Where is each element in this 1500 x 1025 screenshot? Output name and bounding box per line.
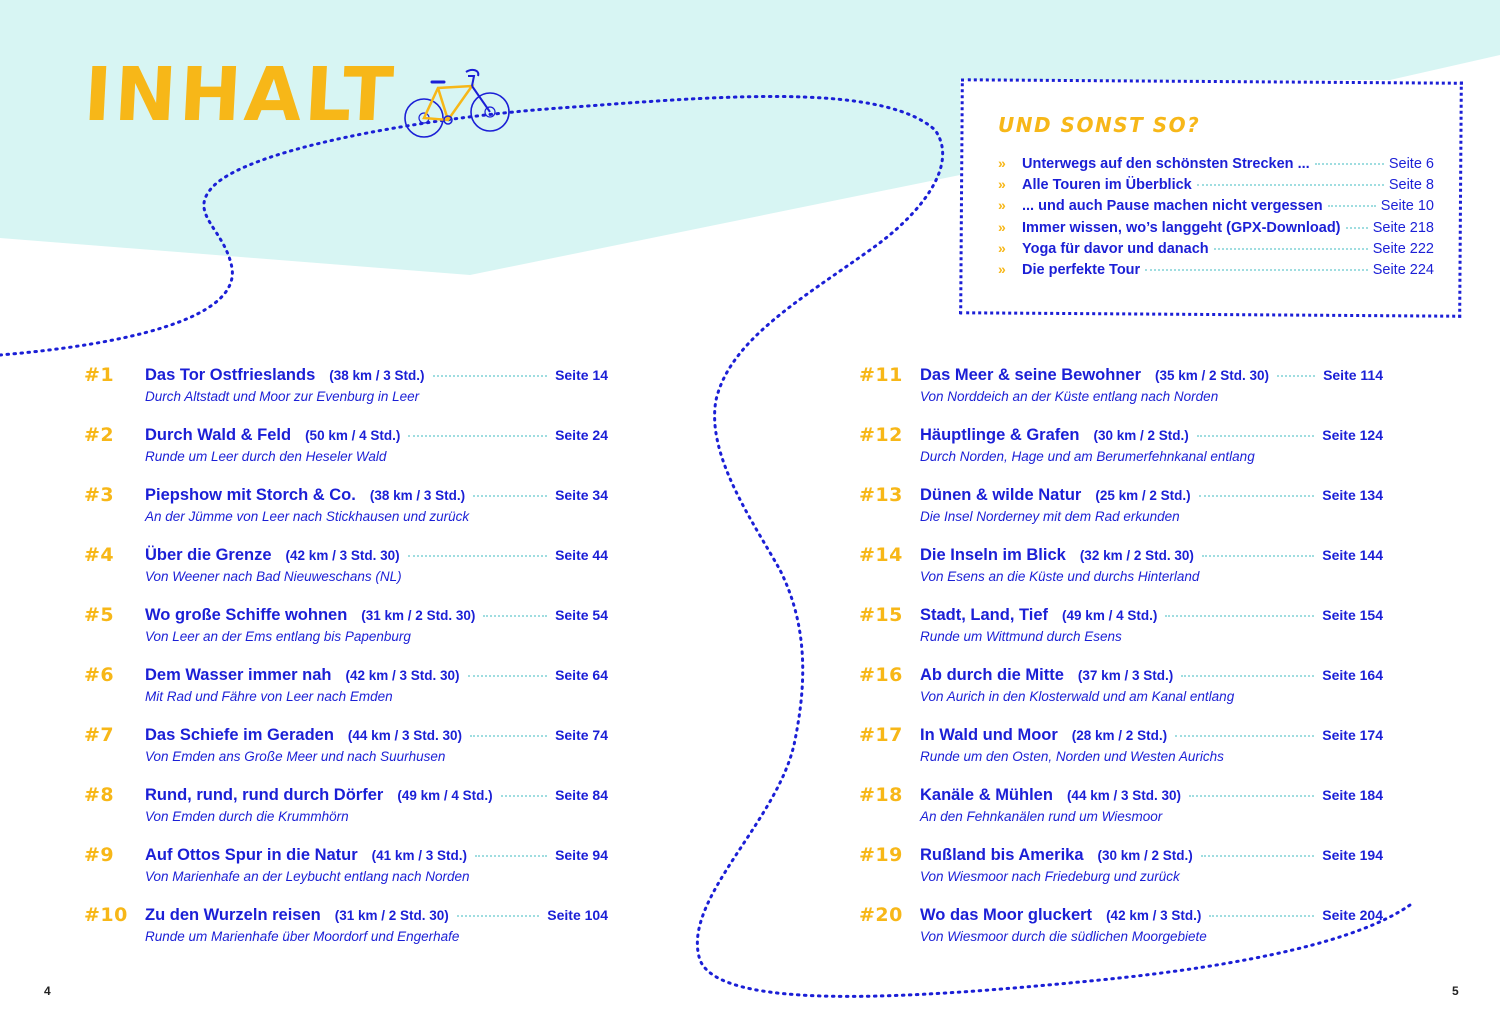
tour-line [920, 726, 1383, 745]
tour-page-ref: Seite 164 [1322, 667, 1383, 683]
other-contents-list [998, 155, 1434, 282]
tour-page-ref: Seite 44 [555, 547, 608, 563]
sidebar-entry[interactable] [998, 176, 1434, 197]
tour-number: #14 [859, 544, 903, 566]
tour-subtitle: Von Marienhafe an der Leybucht entlang nach Norden [145, 869, 470, 884]
dot-leader [1202, 555, 1314, 557]
dot-leader [1209, 915, 1314, 917]
tour-subtitle: Runde um Leer durch den Heseler Wald [145, 449, 387, 464]
tour-line [145, 366, 608, 385]
sidebar-entry-page: Seite 8 [1388, 177, 1434, 194]
tour-number: #13 [859, 484, 903, 506]
tour-title: Das Meer & seine Bewohner [920, 366, 1141, 384]
sidebar-entry[interactable] [998, 197, 1434, 218]
tour-distance-duration: (49 km / 4 Std.) [1062, 608, 1158, 623]
tour-line [145, 546, 608, 565]
tour-entry[interactable] [84, 724, 608, 784]
dot-leader [1145, 269, 1368, 271]
tour-subtitle: Runde um Wittmund durch Esens [920, 629, 1122, 644]
sidebar-entry-label: Yoga für davor und danach [1022, 240, 1209, 257]
double-chevron-right-icon: » [998, 260, 1006, 277]
tour-line [145, 726, 608, 745]
tour-distance-duration: (28 km / 2 Std.) [1071, 728, 1168, 743]
tour-subtitle: Von Norddeich an der Küste entlang nach Norden [920, 389, 1219, 404]
tour-entry[interactable] [859, 424, 1383, 484]
dot-leader [501, 795, 547, 797]
sidebar-entry-label: Unterwegs auf den schönsten Strecken ... [1022, 156, 1310, 172]
tour-subtitle: Von Wiesmoor durch die südlichen Moorgebiete [920, 929, 1207, 944]
tour-distance-duration: (30 km / 2 Std.) [1093, 428, 1189, 443]
tour-line [145, 606, 608, 625]
tour-distance-duration: (31 km / 2 Std. 30) [361, 608, 476, 623]
tour-line [145, 486, 608, 505]
tour-title: Das Schiefe im Geraden [145, 726, 334, 744]
tour-number: #9 [84, 844, 115, 866]
tour-page-ref: Seite 104 [547, 907, 608, 923]
double-chevron-right-icon: » [998, 239, 1006, 256]
tour-page-ref: Seite 24 [555, 427, 608, 443]
tour-subtitle: Von Leer an der Ems entlang bis Papenburg [145, 629, 411, 644]
tour-number: #19 [859, 844, 903, 866]
page-title: INHALT [81, 52, 399, 138]
page-number-right: 5 [1452, 984, 1459, 998]
tour-distance-duration: (44 km / 3 Std. 30) [347, 728, 462, 743]
tour-line [920, 606, 1383, 625]
tour-subtitle: An der Jümme von Leer nach Stickhausen und zurück [145, 509, 470, 524]
tour-line [145, 786, 608, 805]
tour-distance-duration: (35 km / 2 Std. 30) [1155, 368, 1270, 383]
tour-distance-duration: (32 km / 2 Std. 30) [1079, 548, 1194, 563]
sidebar-entry-page: Seite 224 [1372, 261, 1434, 278]
tour-distance-duration: (42 km / 3 Std. 30) [285, 548, 400, 563]
tour-entry[interactable] [84, 844, 608, 904]
tour-page-ref: Seite 144 [1322, 547, 1383, 563]
tour-entry[interactable] [84, 364, 608, 424]
sidebar-entry-page: Seite 10 [1380, 198, 1434, 215]
tour-entry[interactable] [859, 544, 1383, 604]
tour-page-ref: Seite 124 [1322, 427, 1383, 443]
tour-number: #2 [84, 424, 115, 446]
tour-line [145, 846, 608, 865]
tour-title: Dem Wasser immer nah [145, 666, 332, 684]
sidebar-entry[interactable] [998, 240, 1434, 261]
double-chevron-right-icon: » [998, 176, 1006, 193]
dot-leader [1346, 227, 1368, 229]
bicycle-icon [402, 66, 514, 144]
tour-number: #10 [84, 904, 128, 926]
tour-page-ref: Seite 64 [555, 667, 608, 683]
tour-number: #3 [84, 484, 115, 506]
tour-title: Wo große Schiffe wohnen [145, 606, 348, 624]
tour-line [920, 426, 1383, 445]
sidebar-entry-page: Seite 218 [1372, 219, 1434, 236]
tour-subtitle: Von Aurich in den Klosterwald und am Kanal entlang [920, 689, 1235, 704]
sidebar-entry[interactable] [998, 155, 1434, 176]
tour-entry[interactable] [859, 604, 1383, 664]
dot-leader [1175, 735, 1314, 737]
dot-leader [1328, 205, 1376, 207]
tour-entry[interactable] [859, 904, 1383, 964]
tour-subtitle: Durch Norden, Hage und am Berumerfehnkanal entlang [920, 449, 1255, 464]
tour-number: #17 [859, 724, 903, 746]
tour-distance-duration: (25 km / 2 Std.) [1095, 488, 1191, 503]
tour-title: Auf Ottos Spur in die Natur [145, 846, 358, 864]
tour-title: Das Tor Ostfrieslands [145, 366, 316, 384]
tour-number: #11 [859, 364, 903, 386]
tour-list-left [84, 364, 608, 964]
dot-leader [433, 375, 548, 377]
tour-entry[interactable] [84, 904, 608, 964]
tour-number: #18 [859, 784, 903, 806]
tour-entry[interactable] [84, 484, 608, 544]
tour-distance-duration: (50 km / 4 Std.) [305, 428, 401, 443]
dot-leader [408, 555, 547, 557]
tour-line [920, 846, 1383, 865]
tour-page-ref: Seite 54 [555, 607, 608, 623]
tour-number: #16 [859, 664, 903, 686]
tour-entry[interactable] [859, 844, 1383, 904]
tour-distance-duration: (30 km / 2 Std.) [1097, 848, 1193, 863]
tour-title: Wo das Moor gluckert [920, 906, 1093, 924]
dot-leader [1181, 675, 1314, 677]
tour-number: #6 [84, 664, 115, 686]
tour-distance-duration: (44 km / 3 Std. 30) [1066, 788, 1181, 803]
tour-entry[interactable] [84, 664, 608, 724]
tour-distance-duration: (37 km / 3 Std.) [1077, 668, 1174, 683]
dot-leader [408, 435, 547, 437]
dot-leader [457, 915, 540, 917]
double-chevron-right-icon: » [998, 218, 1006, 235]
tour-subtitle: Von Wiesmoor nach Friedeburg und zurück [920, 869, 1180, 884]
tour-number: #1 [84, 364, 115, 386]
tour-line [920, 786, 1383, 805]
tour-entry[interactable] [84, 784, 608, 844]
tour-entry[interactable] [84, 424, 608, 484]
tour-line [145, 426, 608, 445]
tour-line [920, 486, 1383, 505]
tour-distance-duration: (42 km / 3 Std.) [1106, 908, 1202, 923]
tour-title: In Wald und Moor [920, 726, 1058, 744]
tour-line [920, 546, 1383, 565]
tour-title: Stadt, Land, Tief [920, 606, 1049, 624]
sidebar-entry[interactable] [998, 261, 1434, 282]
dot-leader [1214, 248, 1368, 250]
tour-line [145, 906, 608, 925]
tour-distance-duration: (42 km / 3 Std. 30) [345, 668, 460, 683]
tour-distance-duration: (38 km / 3 Std.) [369, 488, 466, 503]
tour-page-ref: Seite 84 [555, 787, 608, 803]
tour-subtitle: Von Esens an die Küste und durchs Hinterland [920, 569, 1200, 584]
tour-distance-duration: (41 km / 3 Std.) [371, 848, 467, 863]
tour-list-right [859, 364, 1383, 964]
tour-subtitle: Von Emden durch die Krummhörn [145, 809, 349, 824]
page-number-left: 4 [44, 984, 51, 998]
tour-line [920, 666, 1383, 685]
dot-leader [475, 855, 547, 857]
dot-leader [1197, 435, 1314, 437]
tour-line [920, 906, 1383, 925]
tour-title: Dünen & wilde Natur [920, 486, 1082, 504]
tour-page-ref: Seite 34 [555, 487, 608, 503]
tour-page-ref: Seite 204 [1322, 907, 1383, 923]
tour-page-ref: Seite 184 [1322, 787, 1383, 803]
tour-subtitle: Mit Rad und Fähre von Leer nach Emden [145, 689, 393, 704]
tour-page-ref: Seite 174 [1322, 727, 1383, 743]
tour-distance-duration: (38 km / 3 Std.) [329, 368, 425, 383]
tour-title: Piepshow mit Storch & Co. [145, 486, 356, 504]
dot-leader [473, 495, 547, 497]
dot-leader [1277, 375, 1315, 377]
tour-title: Häuptlinge & Grafen [920, 426, 1080, 444]
sidebar-entry-label: Alle Touren im Überblick [1022, 177, 1192, 194]
dot-leader [1201, 855, 1314, 857]
dot-leader [1165, 615, 1314, 617]
tour-title: Ab durch die Mitte [920, 666, 1064, 684]
tour-subtitle: Von Emden ans Große Meer und nach Suurhusen [145, 749, 446, 764]
tour-number: #12 [859, 424, 903, 446]
tour-entry[interactable] [859, 724, 1383, 784]
tour-subtitle: Durch Altstadt und Moor zur Evenburg in Leer [145, 389, 420, 404]
tour-subtitle: Von Weener nach Bad Nieuweschans (NL) [145, 569, 402, 584]
tour-title: Die Inseln im Blick [920, 546, 1066, 564]
double-chevron-right-icon: » [998, 155, 1006, 171]
tour-title: Zu den Wurzeln reisen [145, 906, 321, 924]
dot-leader [470, 735, 547, 737]
dot-leader [1315, 163, 1384, 165]
tour-number: #8 [84, 784, 115, 806]
tour-subtitle: Runde um den Osten, Norden und Westen Aurichs [920, 749, 1224, 764]
tour-page-ref: Seite 94 [555, 847, 608, 863]
tour-title: Durch Wald & Feld [145, 426, 292, 444]
sidebar-entry-label: Immer wissen, wo’s langgeht (GPX-Download) [1022, 219, 1341, 236]
tour-distance-duration: (49 km / 4 Std.) [397, 788, 493, 803]
tour-subtitle: Runde um Marienhafe über Moordorf und Engerhafe [145, 929, 460, 944]
tour-page-ref: Seite 14 [555, 367, 608, 383]
tour-number: #15 [859, 604, 903, 626]
tour-number: #5 [84, 604, 115, 626]
tour-title: Über die Grenze [145, 546, 272, 564]
tour-page-ref: Seite 74 [555, 727, 608, 743]
tour-entry[interactable] [84, 604, 608, 664]
sidebar-entry-label: ... und auch Pause machen nicht vergessen [1022, 198, 1323, 215]
double-chevron-right-icon: » [998, 197, 1006, 214]
tour-entry[interactable] [84, 544, 608, 604]
sidebar-entry-page: Seite 6 [1388, 156, 1434, 172]
dot-leader [1197, 184, 1384, 186]
tour-page-ref: Seite 134 [1322, 487, 1383, 503]
tour-page-ref: Seite 194 [1322, 847, 1383, 863]
tour-title: Rußland bis Amerika [920, 846, 1084, 864]
tour-page-ref: Seite 154 [1322, 607, 1383, 623]
sidebar-entry[interactable] [998, 219, 1434, 240]
tour-number: #7 [84, 724, 115, 746]
tour-number: #4 [84, 544, 115, 566]
tour-entry[interactable] [859, 364, 1383, 424]
tour-line [920, 366, 1383, 385]
tour-title: Rund, rund, rund durch Dörfer [145, 786, 384, 804]
tour-subtitle: Die Insel Norderney mit dem Rad erkunden [920, 509, 1180, 524]
tour-entry[interactable] [859, 484, 1383, 544]
tour-subtitle: An den Fehnkanälen rund um Wiesmoor [920, 809, 1163, 824]
tour-entry[interactable] [859, 664, 1383, 724]
tour-distance-duration: (31 km / 2 Std. 30) [334, 908, 449, 923]
sidebar-entry-page: Seite 222 [1372, 240, 1434, 257]
tour-number: #20 [859, 904, 903, 926]
other-contents-title: UND SONST SO? [998, 113, 1201, 137]
sidebar-entry-label: Die perfekte Tour [1022, 261, 1141, 278]
tour-entry[interactable] [859, 784, 1383, 844]
dot-leader [468, 675, 548, 677]
tour-page-ref: Seite 114 [1323, 367, 1383, 383]
dot-leader [483, 615, 547, 617]
dot-leader [1189, 795, 1314, 797]
dot-leader [1199, 495, 1315, 497]
tour-line [145, 666, 608, 685]
tour-title: Kanäle & Mühlen [920, 786, 1053, 804]
